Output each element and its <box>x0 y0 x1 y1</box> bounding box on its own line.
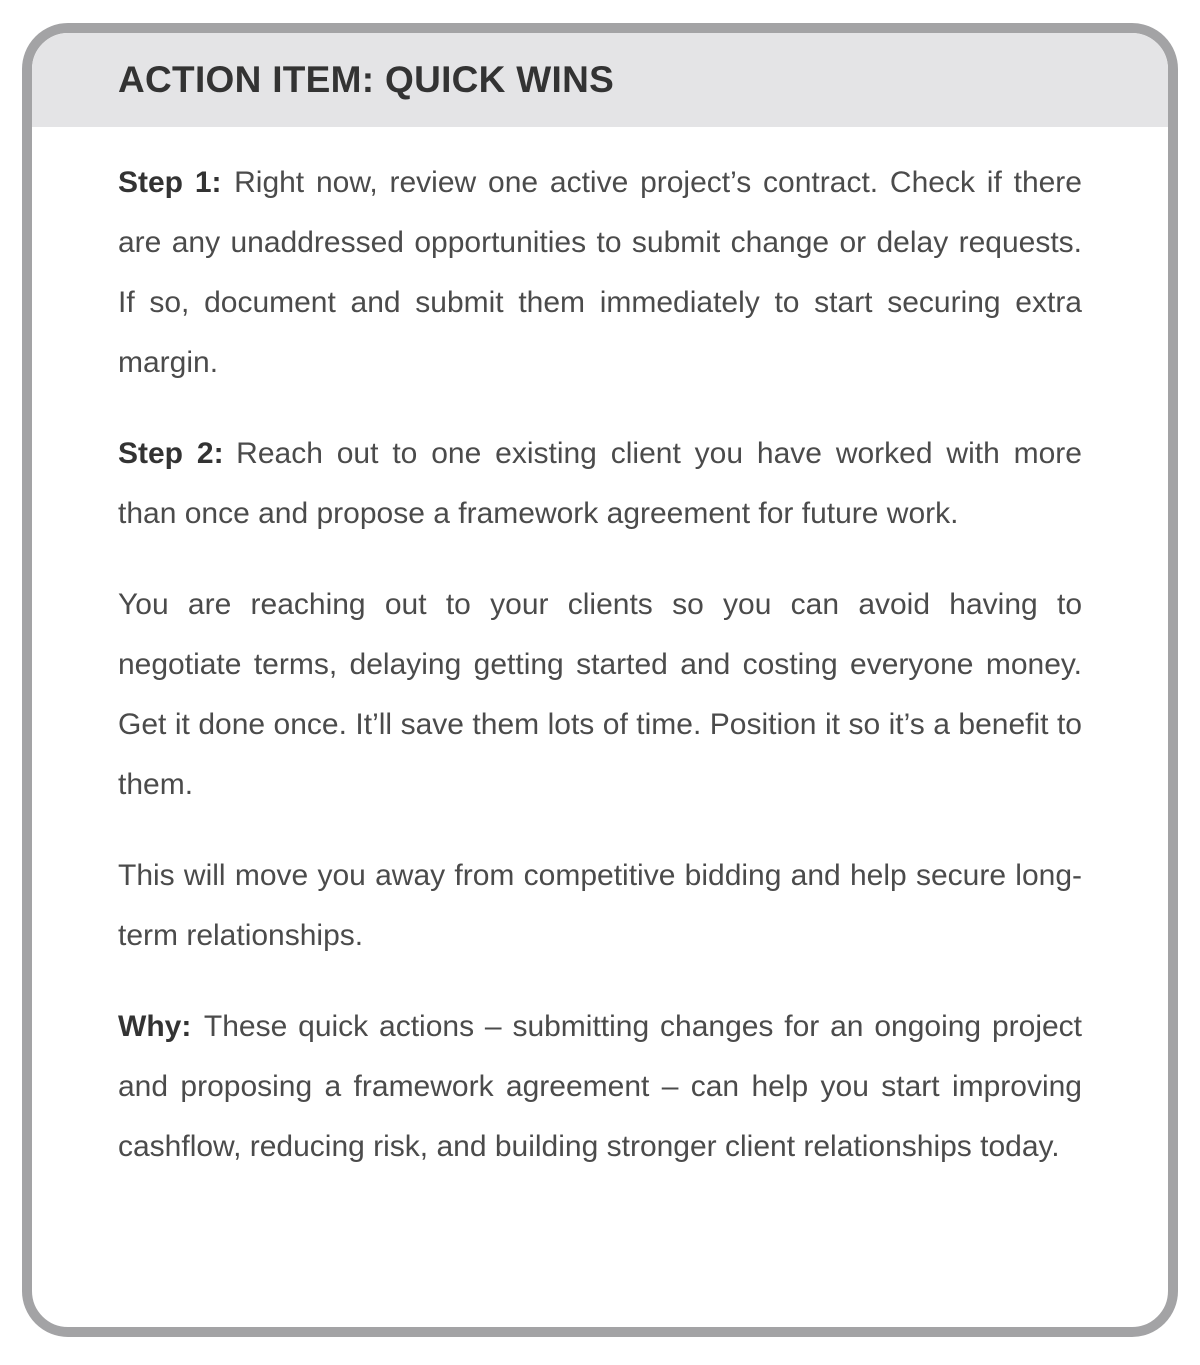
card-body <box>32 127 1168 1177</box>
paragraph-lead: Step 1: <box>118 166 222 199</box>
paragraph-text: Right now, review one active project’s contract. Check if there are any unaddressed opportunities to submit change or delay requests. If so, document and submit them immediately to start securing extra margin. <box>118 166 1082 379</box>
paragraph-lead: Step 2: <box>118 437 224 470</box>
paragraph-text: This will move you away from competitive bidding and help secure long-term relationships. <box>118 859 1082 952</box>
card-header <box>32 33 1168 127</box>
paragraph-clients-outreach <box>118 575 1082 815</box>
paragraph-text: You are reaching out to your clients so you can avoid having to negotiate terms, delaying getting started and costing everyone money. Get it done once. It’ll save them lots of time. Position it so it’s a benefit to them. <box>118 588 1082 801</box>
action-item-card <box>22 23 1178 1337</box>
paragraph-step-1 <box>118 153 1082 393</box>
paragraph-why <box>118 997 1082 1177</box>
paragraph-text: Reach out to one existing client you have worked with more than once and propose a framework agreement for future work. <box>118 437 1082 530</box>
paragraph-step-2 <box>118 424 1082 544</box>
card-title: ACTION ITEM: QUICK WINS <box>118 59 615 100</box>
paragraph-text: These quick actions – submitting changes for an ongoing project and proposing a framework agreement – can help you start improving cashflow, reducing risk, and building stronger client relationships today. <box>118 1010 1082 1163</box>
paragraph-competitive-bidding <box>118 846 1082 966</box>
paragraph-lead: Why: <box>118 1010 192 1043</box>
